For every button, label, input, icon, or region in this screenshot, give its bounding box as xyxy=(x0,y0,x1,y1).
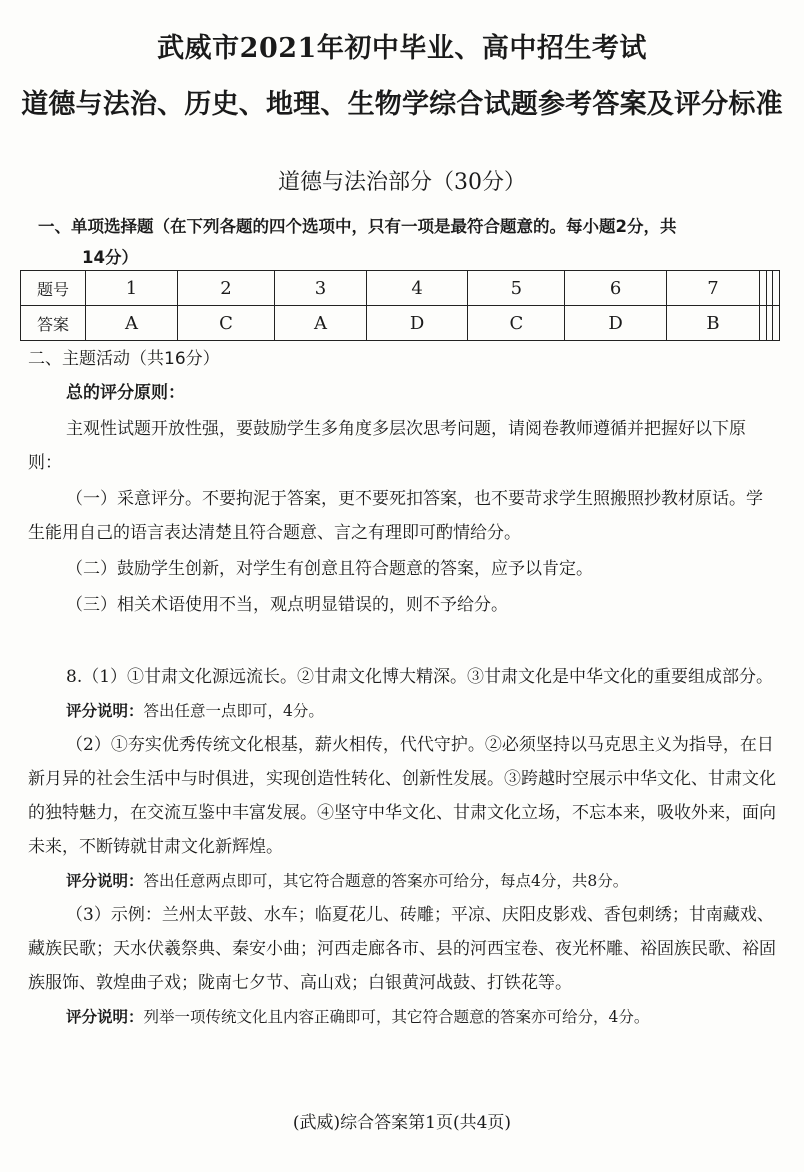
answer-cell: C xyxy=(468,306,565,341)
number-row xyxy=(21,271,780,306)
scoring-note-2 xyxy=(28,864,776,898)
row-label-numbers: 题号 xyxy=(21,271,86,306)
scoring-note-1 xyxy=(28,694,776,728)
question-1-heading xyxy=(38,211,778,273)
principle-1: （一）采意评分。不要拘泥于答案，更不要死扣答案，也不要苛求学生照搬照抄教材原话。学生能用自己的语言表达清楚且符合题意、言之有理即可酌情给分。 xyxy=(28,489,763,543)
question-8-part-3: （3）示例：兰州太平鼓、水车；临夏花儿、砖雕；平凉、庆阳皮影戏、香包刺绣；甘南藏戏、藏族民歌；天水伏羲祭典、秦安小曲；河西走廊各市、县的河西宝卷、夜光杯雕、裕固族民歌、裕固族服饰、敦煌曲子戏；陇南七夕节、高山戏；白银黄河战鼓、打铁花等。 xyxy=(28,905,776,993)
answer-cell: C xyxy=(177,306,274,341)
question-8-section xyxy=(28,660,776,1034)
scoring-note-text: 答出任意两点即可，其它符合题意的答案亦可给分，每点4分，共8分。 xyxy=(143,872,629,890)
answer-cell: B xyxy=(666,306,759,341)
number-cell: 1 xyxy=(86,271,178,306)
question-1-heading-line1: 一、单项选择题（在下列各题的四个选项中，只有一项是最符合题意的。每小题2分，共 xyxy=(38,217,677,236)
number-cell: 5 xyxy=(468,271,565,306)
number-cell: 7 xyxy=(666,271,759,306)
principle-3: （三）相关术语使用不当，观点明显错误的，则不予给分。 xyxy=(66,595,508,615)
number-cell xyxy=(773,271,780,306)
question-2-section xyxy=(28,342,776,622)
answer-cell: D xyxy=(366,306,467,341)
principles-intro: 主观性试题开放性强，要鼓励学生多角度多层次思考问题，请阅卷教师遵循并把握好以下原则： xyxy=(28,419,746,473)
question-8-part-1: 8.（1）①甘肃文化源远流长。②甘肃文化博大精深。③甘肃文化是中华文化的重要组成部分。 xyxy=(66,667,774,687)
section-title: 道德与法治部分（30分） xyxy=(278,170,526,195)
scoring-note-label: 评分说明： xyxy=(66,702,144,720)
exam-title: 武威市2021年初中毕业、高中招生考试 xyxy=(157,33,647,64)
number-cell: 3 xyxy=(275,271,367,306)
scoring-note-label: 评分说明： xyxy=(66,872,144,890)
principle-2: （二）鼓励学生创新，对学生有创意且符合题意的答案，应予以肯定。 xyxy=(66,559,593,579)
scoring-note-text: 答出任意一点即可，4分。 xyxy=(143,702,324,720)
question-1-heading-line2: 14分） xyxy=(82,248,138,267)
answer-cell: A xyxy=(275,306,367,341)
exam-subtitle: 道德与法治、历史、地理、生物学综合试题参考答案及评分标准 xyxy=(21,89,783,120)
number-cell: 2 xyxy=(177,271,274,306)
scoring-note-label: 评分说明： xyxy=(66,1008,144,1026)
question-2-heading: 二、主题活动（共16分） xyxy=(28,349,220,369)
scoring-note-3 xyxy=(28,1000,776,1034)
answer-table xyxy=(20,270,780,341)
row-label-answers: 答案 xyxy=(21,306,86,341)
answer-cell: A xyxy=(86,306,178,341)
principles-title: 总的评分原则： xyxy=(66,383,185,403)
scoring-note-text: 列举一项传统文化且内容正确即可，其它符合题意的答案亦可给分，4分。 xyxy=(143,1008,650,1026)
answer-cell: D xyxy=(565,306,666,341)
number-cell: 6 xyxy=(565,271,666,306)
number-cell: 4 xyxy=(366,271,467,306)
answer-row xyxy=(21,306,780,341)
question-8-part-2: （2）①夯实优秀传统文化根基，薪火相传，代代守护。②必须坚持以马克思主义为指导，在日新月异的社会生活中与时俱进，实现创造性转化、创新性发展。③跨越时空展示中华文化、甘肃文化的独特魅力，在交流互鉴中丰富发展。④坚守中华文化、甘肃文化立场，不忘本来，吸收外来，面向未来，不断铸就甘肃文化新辉煌。 xyxy=(28,735,776,857)
answer-cell xyxy=(773,306,780,341)
page-footer: (武威)综合答案第1页(共4页) xyxy=(292,1113,512,1133)
